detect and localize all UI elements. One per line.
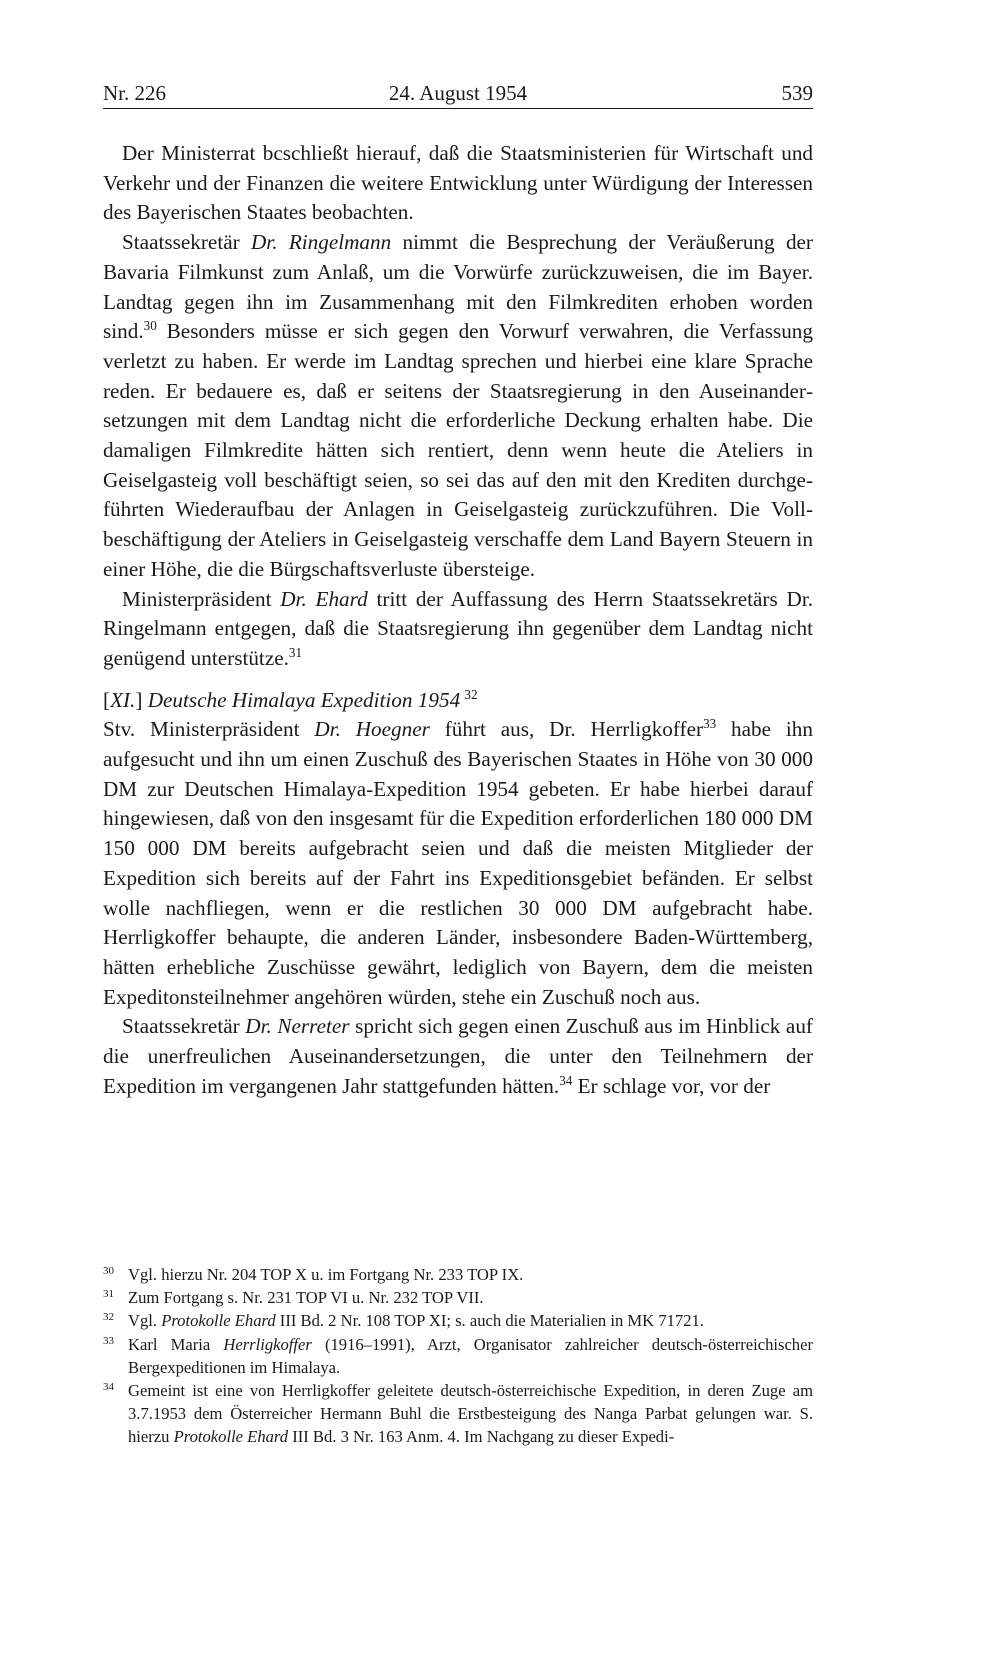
body-text	[103, 139, 813, 1102]
document-number: Nr. 226	[103, 81, 166, 105]
footnote-ref-32[interactable]: 32	[464, 686, 478, 702]
page	[103, 78, 813, 1102]
speaker-name: Dr. Ringelmann	[251, 230, 392, 255]
page-number: 539	[781, 81, 813, 105]
paragraph-ehard: Ministerpräsident Dr. Ehard tritt der Auffassung des Herrn Staatssekretärs Dr. Ringelmann entgegen, daß die Staatsregierung ihn gegenüber dem Landtag nicht genügend unterstütze.$^{31}$	[103, 586, 814, 670]
footnote-33: 33 Karl Maria Herrligkoffer (1916–1991), Arzt, Organisator zahlreicher deutsch-österreichischer Bergexpeditionen im Himalaya.	[103, 1333, 813, 1379]
footnote-number: 33	[103, 1334, 114, 1347]
section-number: XI.	[110, 687, 136, 712]
paragraph-ringelmann: Staatssekretär Dr. Ringelmann nimmt die Besprechung der Veräußerung der Bavaria Filmkunst zum Anlaß, um die Vorwürfe zurückzuweisen, die im Bayer. Landtag gegen ihn im Zusammenhang mit den Filmkrediten erhoben worden sind.$^{30}$ Besonders müsse er sich gegen den Vorwurf verwahren, die Verfassung verletzt zu haben. Er werde im Landtag sprechen und hierbei eine klare Sprache reden. Er bedauere es, daß er seitens der Staatsregierung in den Auseinandersetzungen mit dem Landtag nicht die erforderliche Deckung erhalten habe. Die damaligen Filmkredite hätten sich rentiert, denn wenn heute die Ateliers in Geiselgasteig voll beschäftigt seien, so sei das auf den mit den Krediten durchgeführten Wiederaufbau der Anlagen in Geiselgasteig zurückzuführen. Die Vollbeschäftigung der Ateliers in Geiselgasteig verschaffe dem Land Bayern Steuern in einer Höhe, die die Bürgschaftsverluste übersteige.	[103, 230, 813, 581]
footnote-30: 30 Vgl. hierzu Nr. 204 TOP X u. im Fortgang Nr. 233 TOP IX.	[103, 1263, 813, 1286]
meeting-date: 24. August 1954	[388, 81, 528, 105]
footnote-32: 32 Vgl. Protokolle Ehard III Bd. 2 Nr. 108 TOP XI; s. auch die Materialien in MK 71721.	[103, 1309, 813, 1332]
paragraph-hoegner: Stv. Ministerpräsident Dr. Hoegner führt aus, Dr. Herrligkoffer$^{33}$ habe ihn aufgesucht und ihn um einen Zuschuß des Bayerischen Staates in Höhe von 30 000 DM zur Deutschen Himalaya-Expedition 1954 gebeten. Er habe hierbei darauf hingewiesen, daß von den insgesamt für die Expedition erforderlichen 180 000 DM 150 000 DM bereits aufgebracht seien und daß die meisten Mitglieder der Expedition sich bereits auf der Fahrt ins Expeditionsgebiet befänden. Er selbst wolle nachfliegen, wenn er die restlichen 30 000 DM aufgebracht habe. Herrligkoffer behaupte, die anderen Länder, insbesondere Baden-Württemberg, hätten erhebliche Zuschüsse gewährt, lediglich von Bayern, dem die meisten Expeditonsteilnehmer angehören würden, stehe ein Zuschuß noch aus.	[103, 716, 813, 1009]
paragraph-nerreter: Staatssekretär Dr. Nerreter spricht sich gegen einen Zuschuß aus im Hinblick auf die unerfreulichen Auseinandersetzungen, die unter den Teilnehmern der Expedition im vergangenen Jahr stattgefunden hätten.$^{34}$ Er schlage vor, vor der	[103, 1014, 813, 1098]
running-head	[103, 78, 813, 109]
footnote-number: 31	[103, 1288, 114, 1301]
speaker-name: Dr. Nerreter	[245, 1014, 350, 1039]
footnote-number: 34	[103, 1381, 114, 1394]
speaker-name: Dr. Ehard	[280, 586, 368, 611]
footnote-ref-30[interactable]: 30	[143, 318, 157, 334]
footnote-ref-31[interactable]: 31	[288, 644, 303, 660]
footnotes	[103, 1263, 813, 1449]
footnote-34: 34 Gemeint ist eine von Herrligkoffer geleitete deutsch-österreichische Expedition, in deren Zuge am 3.7.1953 dem Österreicher Hermann Buhl die Erstbesteigung des Nanga Parbat gelungen war. S. hierzu Protokolle Ehard III Bd. 3 Nr. 163 Anm. 4. Im Nachgang zu dieser Expedi-	[103, 1379, 813, 1449]
speaker-name: Dr. Hoegner	[314, 717, 430, 742]
footnote-31: 31 Zum Fortgang s. Nr. 231 TOP VI u. Nr. 232 TOP VII.	[103, 1286, 813, 1309]
footnote-ref-33[interactable]: 33	[703, 716, 717, 732]
footnote-number: 30	[103, 1265, 114, 1277]
footnote-ref-34[interactable]: 34	[559, 1072, 573, 1088]
footnote-number: 32	[103, 1311, 114, 1324]
paragraph-resolution: Der Ministerrat bcschließt hierauf, daß die Staatsministerien für Wirtschaft und Verkehr und der Finanzen die weitere Entwicklung unter Würdigung der Interessen des Bayerischen Staates beobachten.	[103, 141, 813, 225]
section-title: Deutsche Himalaya Expedition 1954	[147, 687, 461, 712]
section-heading: [XI.] Deutsche Himalaya Expedition 1954 $^{32}$	[103, 686, 478, 712]
